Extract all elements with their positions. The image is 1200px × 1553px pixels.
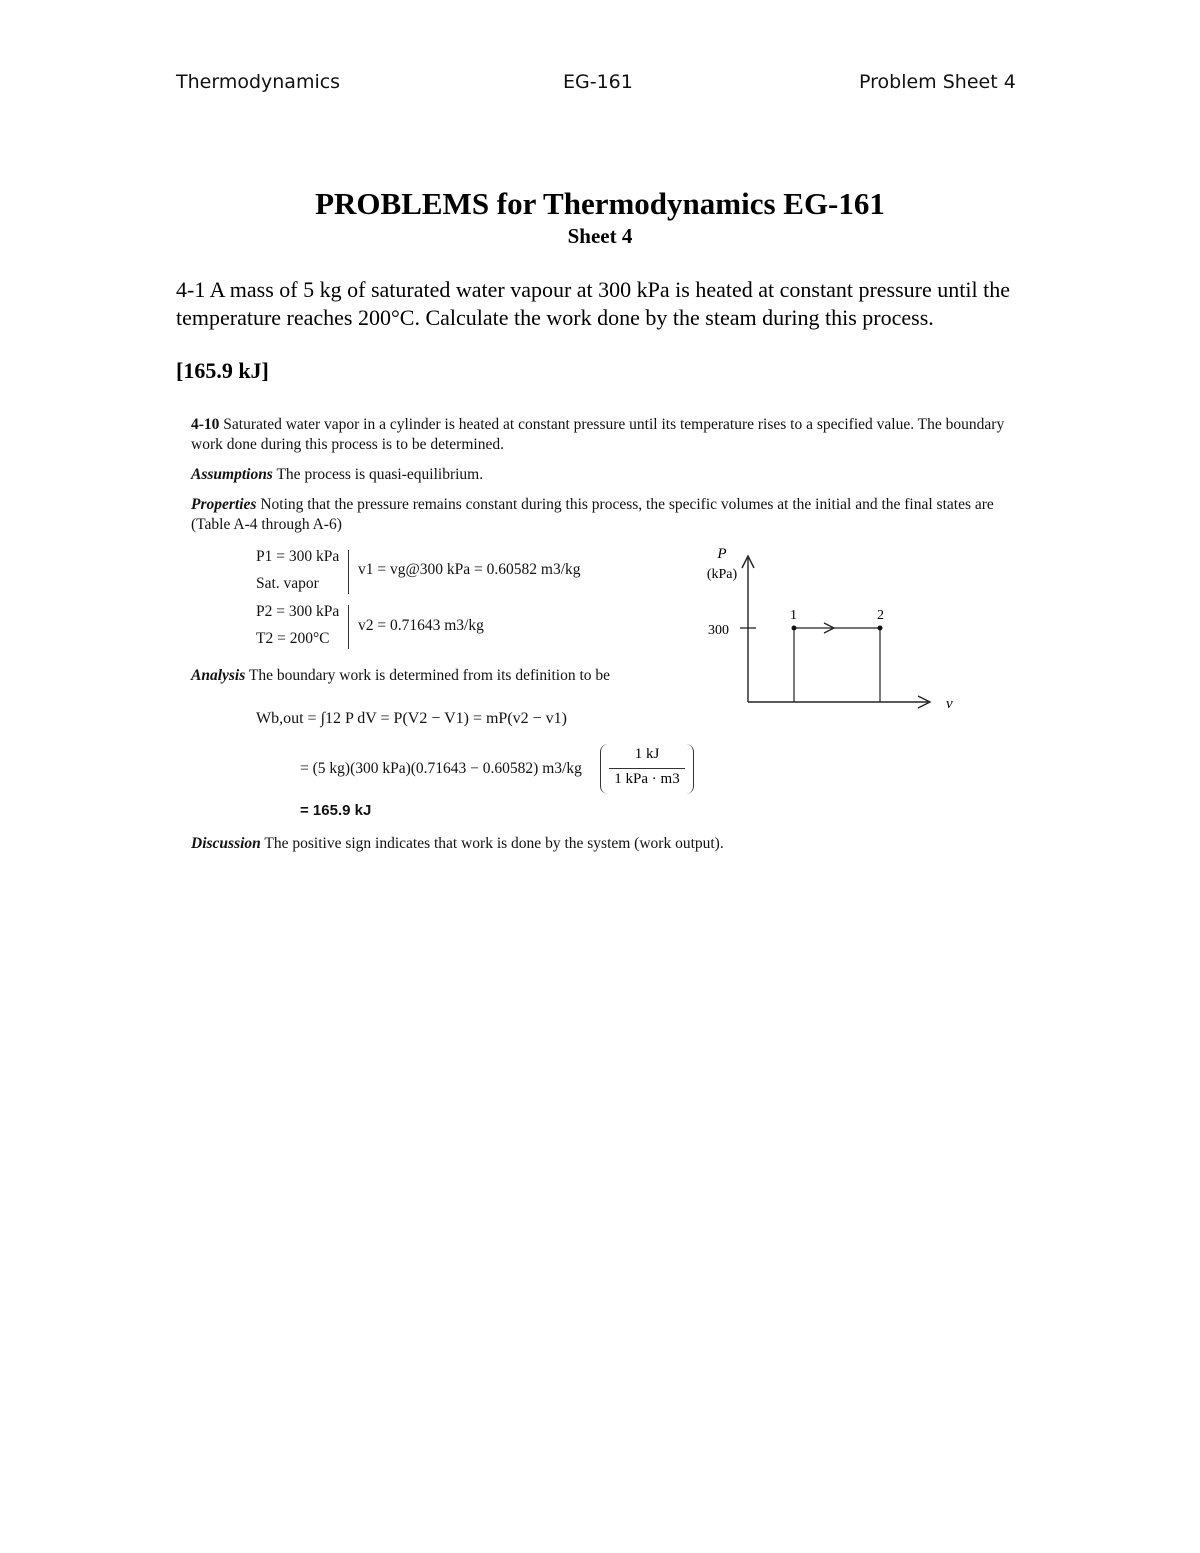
x-axis-label: v bbox=[946, 696, 953, 712]
state1-line2: Sat. vapor bbox=[256, 575, 319, 592]
work-result: = 165.9 kJ bbox=[300, 802, 372, 819]
y-axis-symbol: P bbox=[717, 546, 727, 562]
properties bbox=[191, 495, 1026, 535]
state1-result: v1 = vg@300 kPa = 0.60582 m3/kg bbox=[358, 561, 581, 578]
assumptions-label: Assumptions bbox=[191, 466, 273, 483]
conversion-numerator: 1 kJ bbox=[634, 746, 660, 762]
y-tick-label-300: 300 bbox=[708, 623, 729, 638]
properties-label: Properties bbox=[191, 496, 257, 513]
problem-text: 4-1 A mass of 5 kg of saturated water vapour at 300 kPa is heated at constant pressure until the temperature reaches 200°C. Calculate the work done by the steam during this process. bbox=[176, 277, 1010, 330]
header-right: Problem Sheet 4 bbox=[859, 71, 1016, 93]
state2-brace bbox=[342, 605, 349, 649]
work-equation-2: = (5 kg)(300 kPa)(0.71643 − 0.60582) m3/kg bbox=[300, 760, 582, 777]
page-subtitle: Sheet 4 bbox=[567, 224, 633, 248]
state1-brace bbox=[342, 550, 349, 594]
analysis-text: The boundary work is determined from its definition to be bbox=[248, 667, 611, 684]
discussion bbox=[191, 834, 1026, 854]
state1-line1: P1 = 300 kPa bbox=[256, 548, 340, 565]
properties-text: Noting that the pressure remains constant during this process, the specific volumes at the initial and the final states are (Table A-4 through A-6) bbox=[191, 496, 994, 533]
state1-point bbox=[792, 626, 797, 631]
solution-number: 4-10 bbox=[191, 416, 220, 433]
work-equation-1: Wb,out = ∫12 P dV = P(V2 − V1) = mP(v2 − v1) bbox=[256, 710, 567, 727]
analysis-label: Analysis bbox=[191, 667, 246, 684]
header-center: EG-161 bbox=[563, 71, 633, 93]
state2-point bbox=[878, 626, 883, 631]
assumptions bbox=[191, 465, 1026, 485]
conversion-denominator: 1 kPa · m3 bbox=[614, 771, 680, 787]
fraction-bar bbox=[609, 768, 685, 769]
discussion-text: The positive sign indicates that work is done by the system (work output). bbox=[264, 835, 724, 852]
state2-result: v2 = 0.71643 m3/kg bbox=[358, 617, 484, 634]
solution-intro bbox=[191, 415, 1026, 455]
state2-line1: P2 = 300 kPa bbox=[256, 603, 340, 620]
y-axis-unit: (kPa) bbox=[706, 567, 738, 582]
state1-label: 1 bbox=[790, 608, 797, 623]
solution-intro-text: Saturated water vapor in a cylinder is heated at constant pressure until its temperature rises to a specified value. The boundary work done during this process is to be determined. bbox=[191, 416, 1005, 453]
analysis bbox=[191, 666, 671, 686]
header-left: Thermodynamics bbox=[176, 71, 341, 93]
state2-label: 2 bbox=[877, 608, 884, 623]
discussion-label: Discussion bbox=[191, 835, 261, 852]
state2-line2: T2 = 200°C bbox=[256, 630, 330, 647]
assumptions-text: The process is quasi-equilibrium. bbox=[276, 466, 484, 483]
page-title: PROBLEMS for Thermodynamics EG-161 bbox=[315, 186, 885, 221]
pv-diagram bbox=[690, 540, 970, 720]
conversion-factor bbox=[600, 744, 694, 794]
problem-answer: [165.9 kJ] bbox=[176, 358, 269, 383]
